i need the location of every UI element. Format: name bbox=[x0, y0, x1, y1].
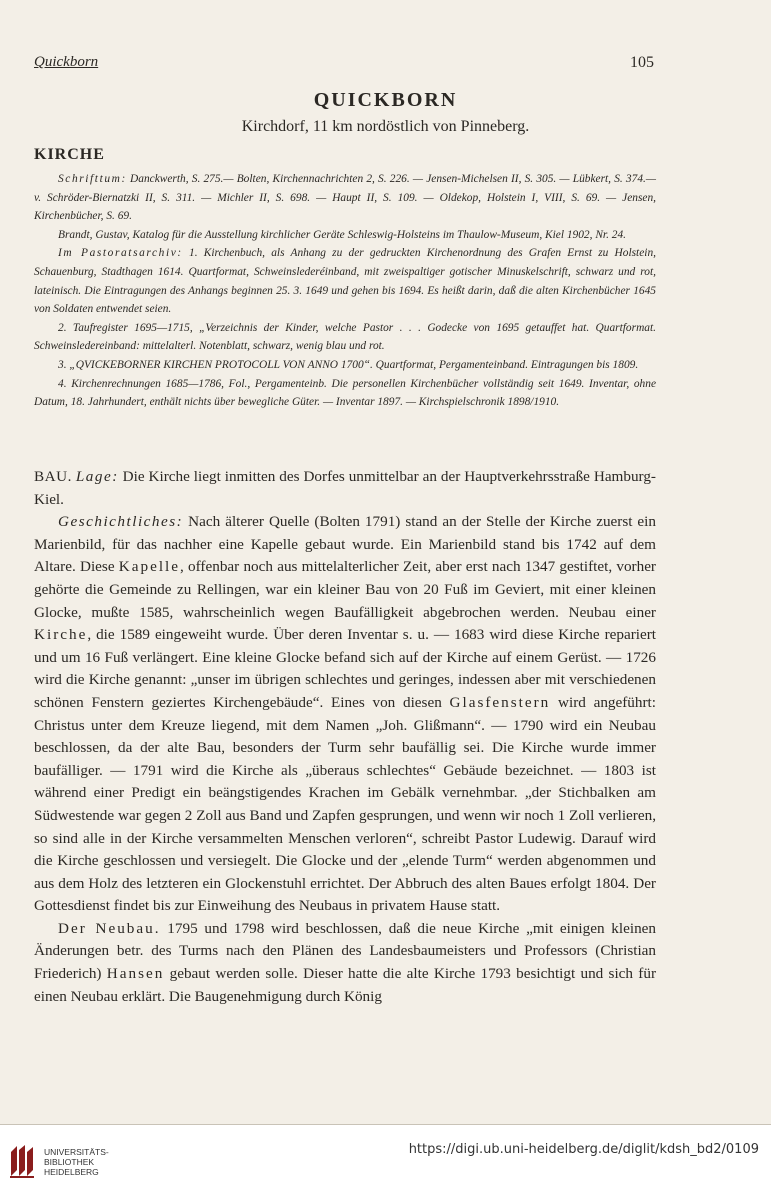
bibliography-paragraph bbox=[34, 170, 656, 226]
body-paragraph bbox=[34, 466, 656, 511]
bibliography bbox=[34, 170, 656, 412]
library-name-line: UNIVERSITÄTS- bbox=[44, 1147, 109, 1157]
library-logo-icon bbox=[8, 1143, 36, 1179]
body-text-run: gebaut werden solle. Dieser hatte die alte Kirche 1793 besichtigt und sich für einen Neubau erklärt. Die Baugenehmigung durch König bbox=[34, 965, 657, 1005]
page-title: QUICKBORN bbox=[313, 89, 458, 111]
spaced-term: Glasfenstern bbox=[449, 693, 551, 711]
bibliography-paragraph: 4. Kirchenrechnungen 1685—1786, Fol., Pergamenteinb. Die personellen Kirchenbücher vollständig seit 1649. Inventar, ohne Datum, 18. Jahrhundert, enthält nichts über bewegliche Güter. — Inventar 1897. — Kirchspielschronik 1898/1910. bbox=[34, 377, 656, 409]
library-name-line: HEIDELBERG bbox=[44, 1167, 99, 1177]
body-text-run: wird angeführt: Christus unter dem Kreuze liegend, mit dem Namen „Joh. Glißmann“. — 1790 wird ein Neubau beschlossen, da der alte Bau, besonders der Turm sehr baufällig sei. Die Kirche wurde immer baufälliger. — 1791 wird die Kirche als „überaus schlechtes“ Gebäude bezeichnet. — 1803 ist während einer Predigt ein beängstigendes Krachen im Gebälk vernehmbar. „der Stichbalken am Südwestende war gegen 2 Zoll aus Band und Zapfen gesprungen, und wenn wir noch 1 Zoll verlieren, so sind alle in der Kirche versammelten Menschen verloren“, schreibt Pastor Ludewig. Darauf wird die Kirche geschlossen und versiegelt. Die Glocke und der „elende Turm“ werden abgenommen und aus dem Holz des letzteren ein Glockenstuhl errichtet. Der Abbruch des alten Baues erfolgt 1804. Der Gottesdienst findet bis zur Einweihung des Neubaus in privatem Hause statt. bbox=[34, 693, 656, 915]
spaced-term: Der Neubau. bbox=[58, 919, 161, 937]
body-paragraph bbox=[34, 918, 656, 1008]
bibliography-text: 1. Kirchenbuch, als Anhang zu der gedruckten Kirchenordnung des Grafen Ernst zu Holstein, Schauenburg, Stadthagen 1614. Quartformat, Schweinslederéinband, mit zweispaltiger gotischer Minuskelschrift, schwarz und rot, lateinisch. Die Eintragungen des Anhangs beginnen 25. 3. 1649 und gehen bis 1694. Es heißt darin, daß die alten Kirchenbücher 1645 von Soldaten entwendet seien. bbox=[34, 247, 656, 316]
source-url-link[interactable]: https://digi.ub.uni-heidelberg.de/diglit/kdsh_bd2/0109 bbox=[408, 1142, 759, 1157]
bau-heading: BAU. bbox=[34, 468, 72, 485]
body-text-run: , die 1589 eingeweiht wurde. Über deren Inventar s. u. — 1683 wird diese Kirche repariert und um 16 Fuß verlängert. Eine kleine Glocke befand sich auf der Kirche auf einem Gerüst. — 1726 wird die Kirche genannt: „unser im übrigen schlechtes und geringes, indessen aber mit verschiedenen schönen Fenstern geziertes Kirchengebäude“. Eines von diesen bbox=[34, 626, 656, 711]
spaced-term: Kapelle bbox=[118, 558, 181, 576]
bibliography-paragraph: 3. „QVICKEBORNER KIRCHEN PROTOCOLL VON ANNO 1700“. Quartformat, Pergamenteinband. Eintragungen bis 1809. bbox=[58, 358, 639, 371]
body-text-run: Nach älterer Quelle (Bolten 1791) stand an der Stelle der Kirche zuerst ein Marienbild, für das nachher eine Kapelle gebaut wurde. Ein Marienbild stand bis 1742 auf dem Altare. Diese bbox=[34, 513, 656, 576]
bibliography-paragraph: 2. Taufregister 1695—1715, „Verzeichnis der Kinder, welche Pastor . . . Godecke von 1695 getauffet hat. Quartformat. Schweinsledereinband: mittelalterl. Notenblatt, schwarz, wenig blau und rot. bbox=[34, 321, 656, 353]
page-number: 105 bbox=[630, 54, 654, 71]
section-heading: KIRCHE bbox=[34, 146, 105, 163]
running-title: Quickborn bbox=[34, 54, 99, 70]
body-text-run: Die Kirche liegt inmitten des Dorfes unmittelbar an der Hauptverkehrsstraße Hamburg-Kiel. bbox=[34, 468, 656, 508]
footer-bar bbox=[0, 1125, 771, 1192]
library-name-line: BIBLIOTHEK bbox=[44, 1157, 95, 1167]
bibliography-paragraph: Brandt, Gustav, Katalog für die Ausstellung kirchlicher Geräte Schleswig-Holsteins im Thaulow-Museum, Kiel 1902, Nr. 24. bbox=[58, 228, 627, 241]
bibliography-text: Danckwerth, S. 275.— Bolten, Kirchennachrichten 2, S. 226. — Jensen-Michelsen II, S. 305. — Lübkert, S. 374.— v. Schröder-Biernatzki II, S. 311. — Michler II, S. 698. — Haupt II, S. 109. — Oldekop, Holstein I, VIII, S. 69. — Jensen, Kirchenbücher, S. 69. bbox=[34, 173, 656, 223]
body-text bbox=[34, 466, 656, 1008]
geschichtliches-subheading: Geschichtliches: bbox=[58, 513, 184, 531]
spaced-term: Kirche bbox=[34, 626, 88, 644]
body-text-run: 1795 und 1798 wird beschlossen, daß die neue Kirche „mit einigen kleinen Änderungen betr. des Turms nach den Plänen des Landesbaumeisters und Professors (Christian Friederich) bbox=[34, 919, 657, 983]
bibliography-paragraph bbox=[34, 244, 656, 318]
body-paragraph bbox=[34, 511, 656, 918]
lage-subheading: Lage: bbox=[75, 468, 119, 485]
page-subtitle: Kirchdorf, 11 km nordöstlich von Pinneberg. bbox=[241, 118, 530, 135]
body-text-run: , offenbar noch aus mittelalterlicher Zeit, aber erst nach 1347 gestiftet, vorher gehörte die Gemeinde zu Rellingen, war ein kleiner Bau von 20 Fuß im Geviert, mit einer kleinen Glocke, mußte 1585, wahrscheinlich wegen Baufälligkeit abgebrochen werden. Neubau einer bbox=[34, 558, 656, 621]
spaced-term: Hansen bbox=[106, 965, 165, 983]
bibliography-lead: Im Pastoratsarchiv: bbox=[58, 247, 183, 260]
library-name bbox=[44, 1147, 109, 1177]
bibliography-lead: Schrifttum: bbox=[58, 173, 127, 185]
